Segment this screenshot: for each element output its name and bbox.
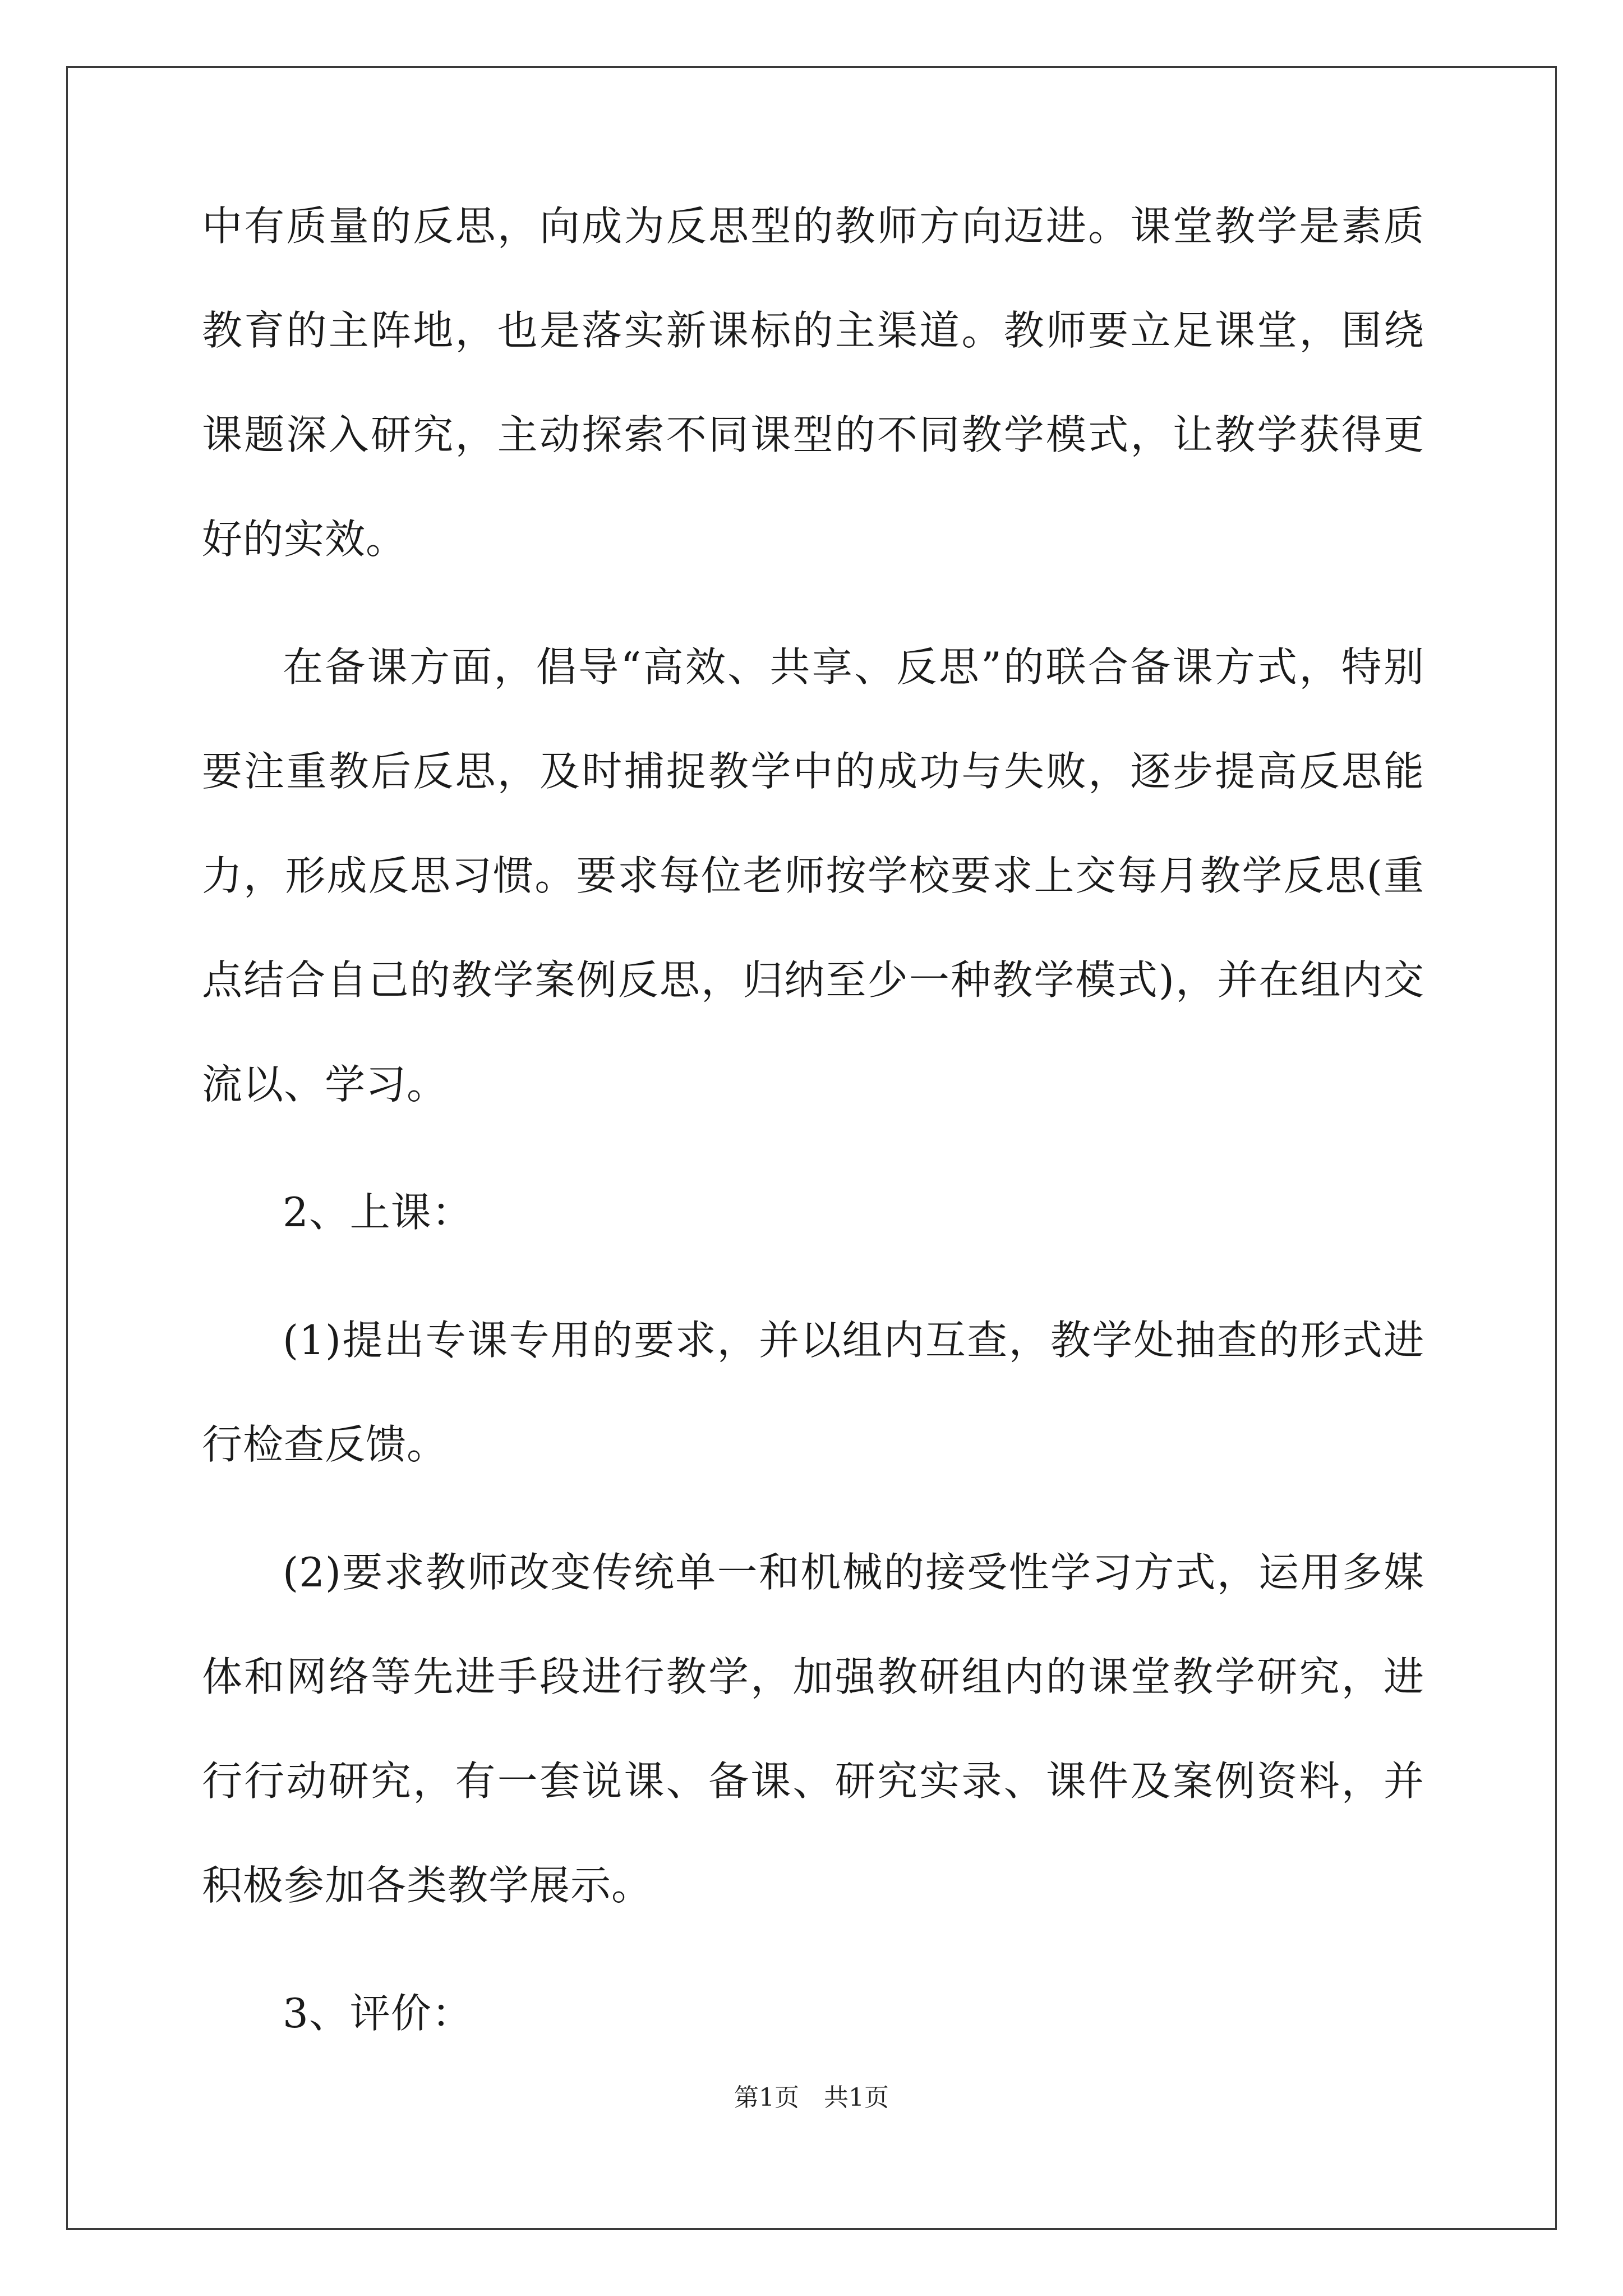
list-item-1: (1)提出专课专用的要求，并以组内互查，教学处抽查的形式进行检查反馈。	[202, 1317, 1424, 1468]
document-body	[202, 203, 1424, 2089]
heading-class-teaching: 2、上课：	[283, 1189, 473, 1236]
page-footer	[0, 2081, 1623, 2115]
heading-evaluation: 3、评价：	[283, 1990, 473, 2037]
list-item-2: (2)要求教师改变传统单一和机械的接受性学习方式，运用多媒体和网络等先进手段进行教学，加强教研组内的课堂教学研究，进行行动研究，有一套说课、备课、研究实录、课件及案例资料，并积极参加各类教学展示。	[202, 1549, 1424, 1909]
page-number-current: 第1页	[734, 2083, 799, 2112]
paragraph-lesson-prep: 在备课方面，倡导“高效、共享、反思”的联合备课方式，特别要注重教后反思，及时捕捉教学中的成功与失败，逐步提高反思能力，形成反思习惯。要求每位老师按学校要求上交每月教学反思(重点结合自己的教学案例反思，归纳至少一种教学模式)，并在组内交流以、学习。	[202, 643, 1424, 1108]
paragraph-continuation: 中有质量的反思，向成为反思型的教师方向迈进。课堂教学是素质教育的主阵地，也是落实新课标的主渠道。教师要立足课堂，围绕课题深入研究，主动探索不同课型的不同教学模式，让教学获得更好的实效。	[202, 203, 1424, 563]
page-number-total: 共1页	[824, 2083, 889, 2112]
